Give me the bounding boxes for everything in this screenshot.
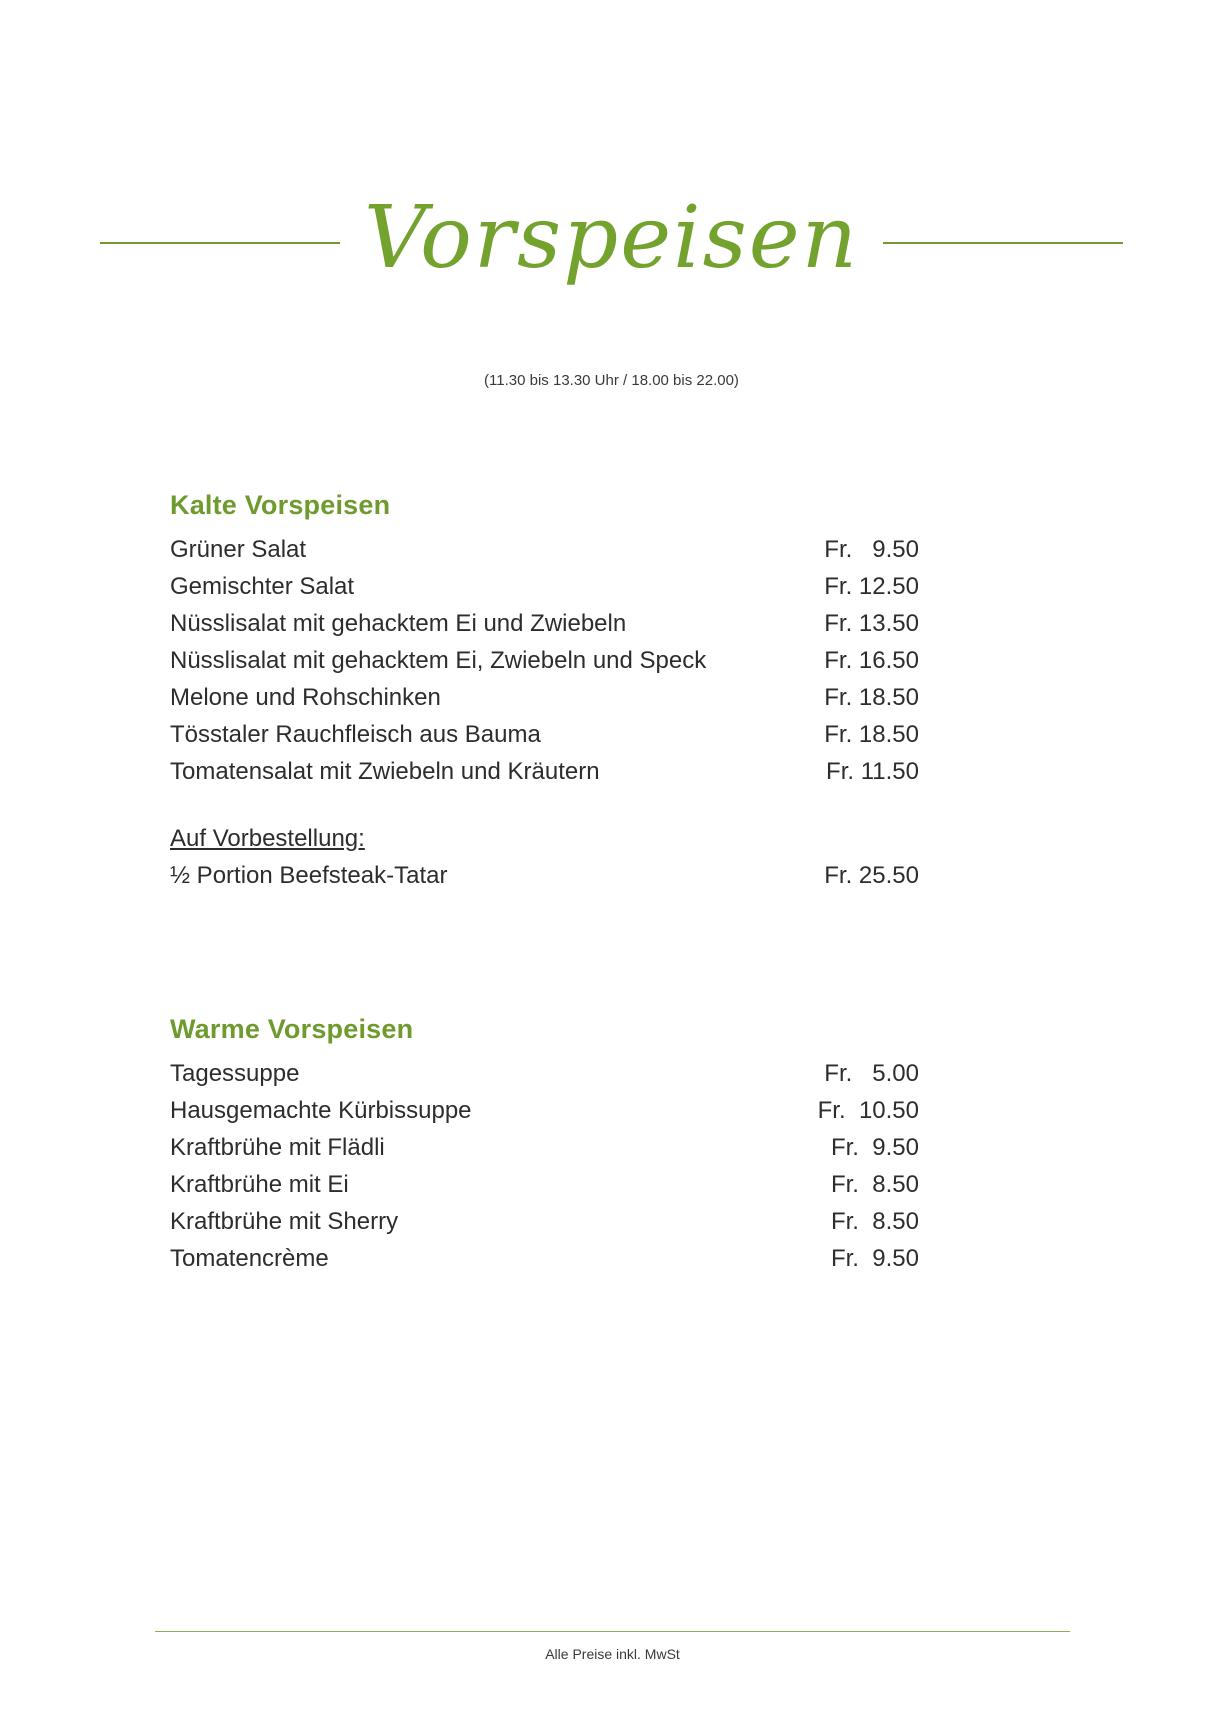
menu-item-name: Kraftbrühe mit Ei <box>170 1171 349 1198</box>
page-header <box>0 188 1223 291</box>
menu-item <box>170 568 1005 605</box>
menu-item-name: Kraftbrühe mit Sherry <box>170 1208 399 1235</box>
menu-item <box>170 642 1005 679</box>
menu-item-name: Nüsslisalat mit gehacktem Ei und Zwiebeln <box>170 610 627 637</box>
menu-item <box>170 1129 1005 1166</box>
menu-item-name: Tagessuppe <box>170 1060 300 1087</box>
menu-item-name: Tomatencrème <box>170 1245 329 1272</box>
menu-item-name: Nüsslisalat mit gehacktem Ei, Zwiebeln und Speck <box>170 647 707 674</box>
menu-item-price: Fr. 8.50 <box>830 1208 919 1235</box>
menu-item-price: Fr. 25.50 <box>824 862 919 889</box>
menu-item <box>170 531 1005 568</box>
menu-content <box>170 490 1005 1277</box>
menu-item <box>170 605 1005 642</box>
menu-item-name: Gemischter Salat <box>170 573 355 600</box>
header-rule-right <box>883 242 1123 244</box>
menu-item <box>170 1092 1005 1129</box>
menu-item-name: Melone und Rohschinken <box>170 684 441 711</box>
menu-item-price: Fr. 9.50 <box>830 1134 919 1161</box>
menu-item-name: Tomatensalat mit Zwiebeln und Kräutern <box>170 758 600 785</box>
menu-item-price: Fr. 16.50 <box>824 647 919 674</box>
menu-item-list <box>170 1055 1005 1277</box>
menu-item-price: Fr. 9.50 <box>830 1245 919 1272</box>
menu-item-price: Fr. 10.50 <box>817 1097 919 1124</box>
menu-item-name: ½ Portion Beefsteak-Tatar <box>170 862 448 889</box>
menu-item <box>170 679 1005 716</box>
menu-item <box>170 753 1005 790</box>
page-footer <box>155 1631 1070 1662</box>
menu-item <box>170 1166 1005 1203</box>
section-spacer <box>170 894 1005 1014</box>
header-rule-left <box>100 242 340 244</box>
menu-item-price: Fr. 13.50 <box>824 610 919 637</box>
opening-hours: (11.30 bis 13.30 Uhr / 18.00 bis 22.00) <box>484 372 739 389</box>
menu-item <box>170 857 1005 894</box>
preorder-item-list <box>170 857 1005 894</box>
footer-rule <box>155 1631 1070 1632</box>
menu-item-price: Fr. 8.50 <box>830 1171 919 1198</box>
menu-item-name: Tösstaler Rauchfleisch aus Bauma <box>170 721 541 748</box>
menu-item-price: Fr. 18.50 <box>824 721 919 748</box>
menu-item-list <box>170 531 1005 790</box>
section-title: Warme Vorspeisen <box>170 1014 414 1044</box>
menu-item-price: Fr. 12.50 <box>824 573 919 600</box>
menu-section-warm <box>170 1014 1005 1277</box>
menu-item <box>170 1240 1005 1277</box>
footer-note: Alle Preise inkl. MwSt <box>545 1646 680 1662</box>
menu-item-price: Fr. 11.50 <box>826 758 919 785</box>
section-title: Kalte Vorspeisen <box>170 490 391 520</box>
preorder-label: Auf Vorbestellung: <box>170 825 365 852</box>
menu-item-name: Grüner Salat <box>170 536 307 563</box>
menu-item <box>170 716 1005 753</box>
menu-section-cold <box>170 490 1005 894</box>
menu-item <box>170 1055 1005 1092</box>
menu-item-name: Kraftbrühe mit Flädli <box>170 1134 385 1161</box>
menu-item-name: Hausgemachte Kürbissuppe <box>170 1097 472 1124</box>
page-title: Vorspeisen <box>363 188 860 288</box>
menu-item-price: Fr. 18.50 <box>824 684 919 711</box>
menu-item <box>170 1203 1005 1240</box>
menu-item-price: Fr. 9.50 <box>824 536 919 563</box>
menu-item-price: Fr. 5.00 <box>824 1060 919 1087</box>
